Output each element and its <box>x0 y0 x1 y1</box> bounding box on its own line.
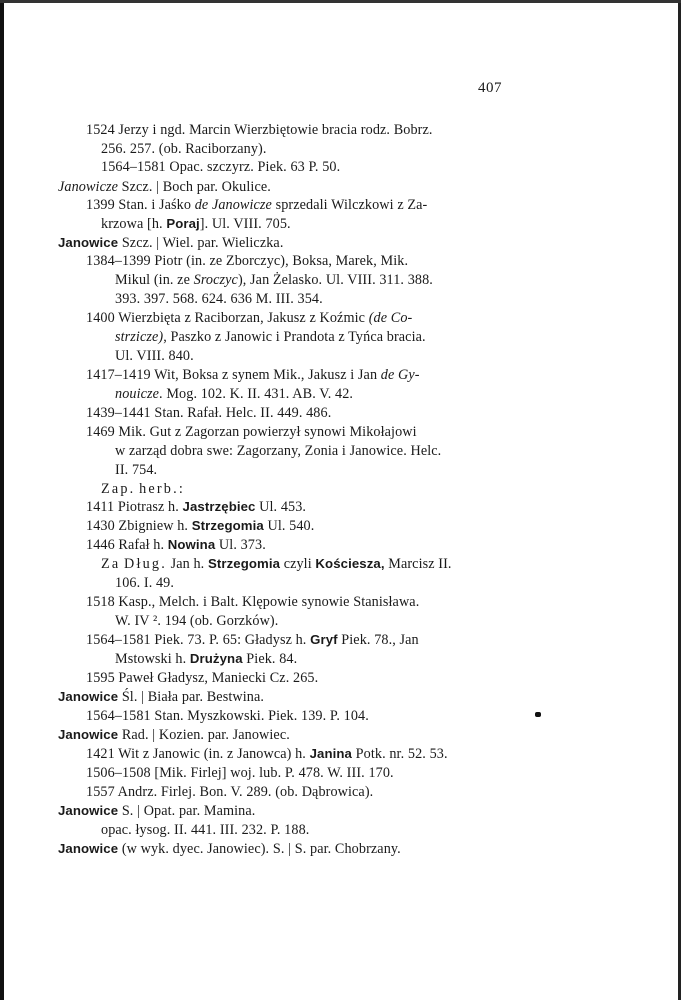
text-line <box>86 121 433 139</box>
text-segment: 256. 257. (ob. Raciborzany). <box>101 141 267 157</box>
text-segment: 1595 Paweł Gładysz, Maniecki Cz. 265. <box>86 670 319 686</box>
text-line <box>115 347 194 365</box>
text-segment: Gryf <box>310 632 338 647</box>
text-segment: opac. łysog. II. 441. III. 232. P. 188. <box>101 822 310 838</box>
text-segment: Janowice <box>58 803 119 818</box>
text-segment: Sroczyc <box>193 272 238 288</box>
text-segment: . Mog. 102. K. II. 431. AB. V. 42. <box>159 386 354 402</box>
text-line <box>86 536 266 554</box>
text-line <box>86 707 369 725</box>
scan-left-edge <box>0 0 4 1000</box>
text-segment: 1421 Wit z Janowic (in. z Janowca) h. <box>86 746 310 762</box>
text-line <box>86 423 417 441</box>
text-line <box>86 783 373 801</box>
text-segment: de Gy- <box>380 367 420 383</box>
text-line <box>101 215 291 233</box>
ink-spot <box>535 712 541 717</box>
text-segment: Piek. 78., Jan <box>337 632 419 648</box>
text-segment: 1384–1399 Piotr (in. ze Zborczyc), Boksa, Marek, Mik. <box>86 253 409 269</box>
text-segment: Janowice <box>58 727 119 742</box>
text-segment: Rad. | Kozien. par. Janowiec. <box>118 727 290 743</box>
text-segment: Nowina <box>167 537 216 552</box>
text-line <box>115 574 174 592</box>
text-segment: sprzedali Wilczkowi z Za- <box>271 197 428 213</box>
text-segment: , Paszko z Janowic i Prandota z Tyńca bracia. <box>163 329 426 345</box>
entry-heading <box>58 726 290 744</box>
text-segment: Potk. nr. 52. 53. <box>352 746 448 762</box>
text-line <box>86 631 419 649</box>
text-segment: 1400 Wierzbięta z Raciborzan, Jakusz z Koźmic <box>86 310 369 326</box>
text-segment: Janowice <box>58 235 119 250</box>
text-segment: ]. Ul. VIII. 705. <box>199 216 291 232</box>
text-line <box>101 158 340 176</box>
text-line <box>101 821 309 839</box>
text-segment: Jastrzębiec <box>182 499 256 514</box>
text-segment: 106. I. 49. <box>115 575 175 591</box>
text-segment: Poraj <box>166 216 200 231</box>
text-segment: Janowice <box>58 689 119 704</box>
entry-heading <box>58 688 264 706</box>
text-line <box>86 517 314 535</box>
text-line <box>86 404 331 422</box>
text-segment: Drużyna <box>189 651 243 666</box>
text-segment: Ul. 373. <box>215 537 266 553</box>
text-line <box>115 385 353 403</box>
entry-heading <box>58 178 271 196</box>
text-segment: ), Jan Żelasko. Ul. VIII. 311. 388. <box>237 272 433 288</box>
text-line <box>115 650 297 668</box>
text-line <box>86 593 419 611</box>
text-segment: Ul. 453. <box>255 499 307 515</box>
text-line <box>115 442 441 460</box>
text-segment: 1564–1581 Stan. Myszkowski. Piek. 139. P. 104. <box>86 708 369 724</box>
text-segment: Piek. 84. <box>242 651 298 667</box>
text-segment: Janowice <box>58 841 119 856</box>
text-line <box>86 745 448 763</box>
text-segment: (w wyk. dyec. Janowiec). S. | S. par. Chobrzany. <box>118 841 401 857</box>
text-line <box>86 669 318 687</box>
text-segment: czyli <box>280 556 316 572</box>
text-segment: Kościesza, <box>315 556 385 571</box>
text-segment: 1411 Piotrasz h. <box>86 499 183 515</box>
text-segment: Szcz. | Wiel. par. Wieliczka. <box>118 235 284 251</box>
text-line <box>115 271 433 289</box>
text-segment: 1524 Jerzy i ngd. Marcin Wierzbiętowie bracia rodz. Bobrz. <box>86 122 433 138</box>
text-line <box>86 252 408 270</box>
text-segment: 1469 Mik. Gut z Zagorzan powierzył synowi Mikołajowi <box>86 424 417 440</box>
text-segment: 1399 Stan. i Jaśko <box>86 197 195 213</box>
text-segment: 1518 Kasp., Melch. i Balt. Klępowie synowie Stanisława. <box>86 594 420 610</box>
text-line <box>115 328 426 346</box>
text-segment: 1557 Andrz. Firlej. Bon. V. 289. (ob. Dąbrowica). <box>86 784 374 800</box>
text-segment: 393. 397. 568. 624. 636 M. III. 354. <box>115 291 323 307</box>
text-segment: Śl. | Biała par. Bestwina. <box>118 689 264 705</box>
text-line <box>86 309 412 327</box>
text-segment: Strzegomia <box>191 518 264 533</box>
text-segment: 1417–1419 Wit, Boksa z synem Mik., Jakusz i Jan <box>86 367 381 383</box>
text-segment: nouicze <box>115 386 160 402</box>
text-line <box>101 555 452 573</box>
text-segment: (de Co- <box>368 310 413 326</box>
section-label <box>101 480 183 498</box>
page-number: 407 <box>478 80 502 96</box>
text-segment: 1564–1581 Piek. 73. P. 65: Gładysz h. <box>86 632 311 648</box>
text-segment: 1430 Zbigniew h. <box>86 518 192 534</box>
text-segment: S. | Opat. par. Mamina. <box>118 803 256 819</box>
text-segment: Szcz. | Boch par. Okulice. <box>118 179 271 195</box>
text-segment: strzicze) <box>115 329 164 345</box>
text-segment: Zap. <box>101 481 136 497</box>
text-line <box>86 498 306 516</box>
text-segment: herb. <box>139 481 179 497</box>
text-segment: W. IV ². 194 (ob. Gorzków). <box>115 613 279 629</box>
text-line <box>115 612 278 630</box>
text-segment: 1446 Rafał h. <box>86 537 168 553</box>
text-segment: Janina <box>309 746 352 761</box>
scan-top-edge <box>0 0 681 3</box>
text-segment: Za <box>101 556 121 572</box>
text-segment: Dług. <box>124 556 167 572</box>
text-segment: w zarząd dobra swe: Zagorzany, Zonia i Janowice. Helc. <box>115 443 442 459</box>
entry-heading <box>58 234 283 252</box>
text-segment: Mikul (in. ze <box>115 272 194 288</box>
text-segment: Jan h. <box>166 556 208 572</box>
text-segment: Janowicze <box>58 179 118 195</box>
text-line <box>101 140 267 158</box>
text-segment: : <box>178 481 183 497</box>
text-segment: Ul. 540. <box>263 518 315 534</box>
text-line <box>86 366 420 384</box>
text-segment: krzowa [h. <box>101 216 167 232</box>
text-segment: Marcisz II. <box>384 556 452 572</box>
text-segment: Ul. VIII. 840. <box>115 348 194 364</box>
text-segment: Mstowski h. <box>115 651 190 667</box>
entry-heading <box>58 840 401 858</box>
text-segment: de Janowicze <box>194 197 272 213</box>
text-segment: Strzegomia <box>207 556 281 571</box>
text-line <box>86 196 427 214</box>
entry-heading <box>58 802 255 820</box>
text-line <box>115 461 157 479</box>
text-segment: 1564–1581 Opac. szczyrz. Piek. 63 P. 50. <box>101 159 341 175</box>
text-line <box>86 764 394 782</box>
text-segment: II. 754. <box>115 462 158 478</box>
text-segment: 1439–1441 Stan. Rafał. Helc. II. 449. 486. <box>86 405 332 421</box>
text-segment: 1506–1508 [Mik. Firlej] woj. lub. P. 478. W. III. 170. <box>86 765 394 781</box>
text-line <box>115 290 323 308</box>
